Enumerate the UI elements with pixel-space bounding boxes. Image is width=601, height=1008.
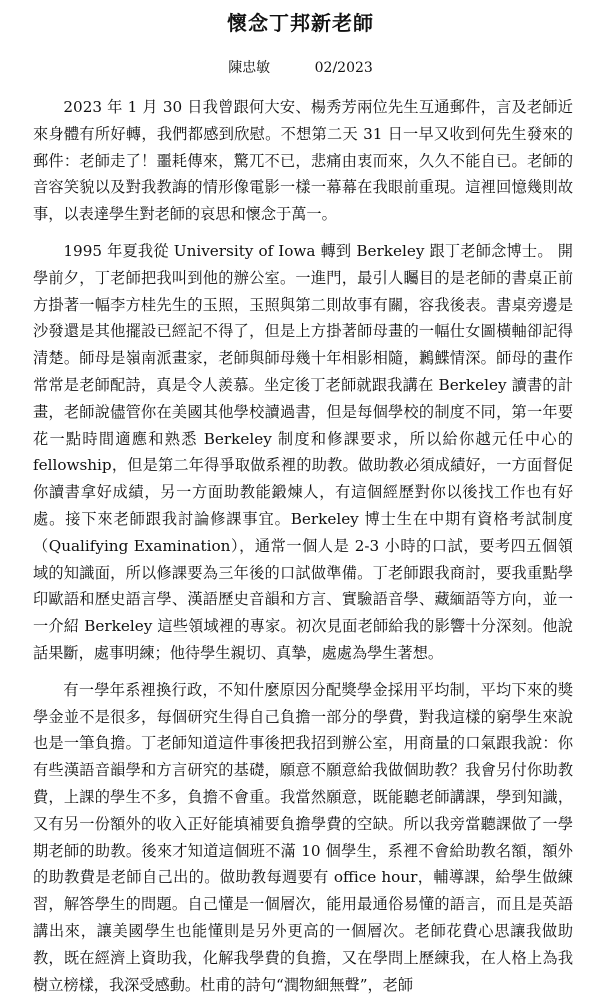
document-date: 02/2023 <box>314 60 373 76</box>
paragraph-2: 1995 年夏我從 University of Iowa 轉到 Berkeley 跟丁老師念博士。 開學前夕，丁老師把我叫到他的辦公室。一進門，最引人矚目的是老師的書桌正前方掛著一幅李方桂先生的玉照，玉照與第二則故事有關，容我後表。書桌旁邊是沙發還是其他擺設已經記不得了，但是上方掛著師母畫的一幅仕女圖橫軸卻記得清楚。師母是嶺南派畫家，老師與師母幾十年相影相隨，鶼鰈情深。師母的畫作常常是老師配詩，真是令人羨慕。坐定後丁老師就跟我講在 Berkeley 讀書的計畫，老師說儘管你在美國其他學校讀過書，但是每個學校的制度不同，第一年要花一點時間適應和熟悉 Berkeley 制度和修課要求，所以給你越元任中心的 fellowship，但是第二年得爭取做系裡的助教。做助教必須成績好，一方面督促你讀書拿好成績，另一方面助教能鍛煉人，有這個經歷對你以後找工作也有好處。接下來老師跟我討論修課事宜。Berkeley 博士生在中期有資格考試制度（Qualifying Examination），通常一個人是 2-3 小時的口試，要考四五個領域的知識面，所以修課要為三年後的口試做準備。丁老師跟我商討，要我重點學印歐語和歷史語言學、漢語歷史音韻和方言、實驗語音學、藏緬語等方向，並一一介紹 Berkeley 這些領域裡的專家。初次見面老師給我的影響十分深刻。他說話果斷，處事明練；他待學生親切、真摯，處處為學生著想。 <box>33 241 573 662</box>
paragraph-1: 2023 年 1 月 30 日我曾跟何大安、楊秀芳兩位先生互通郵件，言及老師近來身體有所好轉，我們都感到欣慰。不想第二天 31 日一早又收到何先生發來的郵件：老師走了！噩耗傳來，驚兀不已，悲痛由衷而來，久久不能自已。老師的音容笑貌以及對我教誨的情形像電影一樣一幕幕在我眼前重現。這裡回憶幾則故事，以表達學生對老師的哀思和懷念于萬一。 <box>33 98 573 224</box>
document-body <box>33 94 573 1008</box>
paragraph-3: 有一學年系裡換行政，不知什麼原因分配獎學金採用平均制，平均下來的獎學金並不是很多，每個研究生得自己負擔一部分的學費，對我這樣的窮學生來說也是一筆負擔。丁老師知道這件事後把我招到辦公室，用商量的口氣跟我說：你有些漢語音韻學和方言研究的基礎，願意不願意給我做個助教？我會另付你助教費，上課的學生不多，負擔不會重。我當然願意，既能聽老師講課，學到知識，又有另一份額外的收入正好能填補要負擔學費的空缺。所以我旁當聽課做了一學期老師的助教。後來才知道這個班不滿 10 個學生，系裡不會給助教名額，額外的助教費是老師自己出的。做助教每週要有 office hour，輔導課，給學生做練習，解答學生的問題。自己懂是一個層次，能用最通俗易懂的語言，而且是英語講出來，讓美國學生也能懂則是另外更高的一個層次。老師花費心思讓我做助教，既在經濟上資助我，化解我學費的負擔，又在學問上歷練我，在人格上為我樹立榜樣，我深受感動。杜甫的詩句“潤物細無聲”，老師 <box>33 680 573 994</box>
document-title: 懷念丁邦新老師 <box>227 11 374 35</box>
byline <box>0 58 601 78</box>
author-name: 陳忠敏 <box>228 60 271 76</box>
